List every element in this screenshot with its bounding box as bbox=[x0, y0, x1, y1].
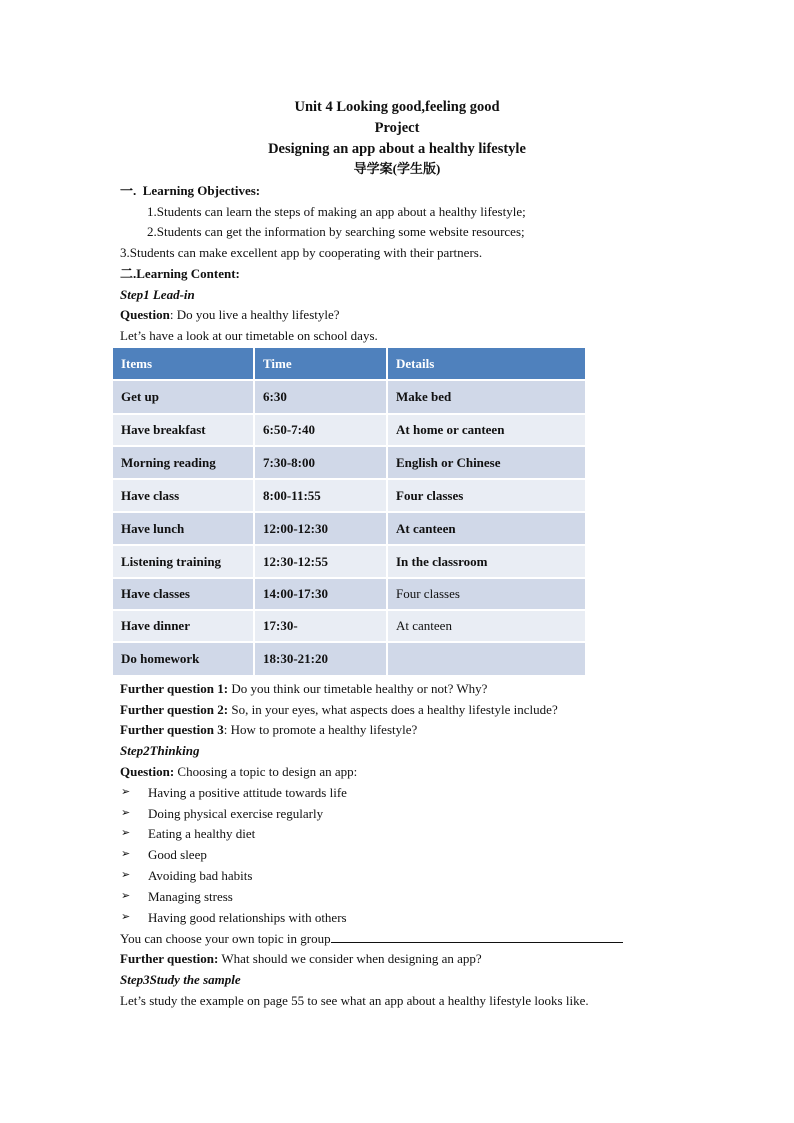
step1-title: Step1 Lead-in bbox=[120, 287, 195, 302]
arrow-bullet-icon: ➢ bbox=[121, 848, 131, 860]
objective-item: 2.Students can get the information by searching some website resources; bbox=[147, 224, 525, 239]
row-detail: Four classes bbox=[387, 578, 586, 610]
further-text: : How to promote a healthy lifestyle? bbox=[223, 722, 418, 737]
objective-item: 1.Students can learn the steps of making an app about a healthy lifestyle; bbox=[147, 204, 526, 219]
table-row bbox=[112, 414, 586, 446]
objectives-heading-num: 一. bbox=[120, 183, 137, 198]
timetable-header-items: Items bbox=[112, 347, 254, 380]
topic-item: Having good relationships with others bbox=[148, 910, 347, 925]
further-text: So, in your eyes, what aspects does a healthy lifestyle include? bbox=[228, 702, 558, 717]
row-time: 18:30-21:20 bbox=[254, 642, 387, 676]
further-label: Further question 2: bbox=[120, 702, 229, 717]
further-question-1 bbox=[120, 680, 487, 697]
table-row bbox=[112, 479, 586, 512]
topic-item: Avoiding bad habits bbox=[148, 868, 253, 883]
further-text: Do you think our timetable healthy or not? Why? bbox=[228, 681, 488, 696]
topic-item: Eating a healthy diet bbox=[148, 826, 256, 841]
row-item: Listening training bbox=[112, 545, 254, 578]
objectives-heading bbox=[120, 182, 260, 199]
row-item: Have breakfast bbox=[112, 414, 254, 446]
own-topic-line bbox=[120, 929, 623, 947]
row-time: 8:00-11:55 bbox=[254, 479, 387, 512]
topic-item: Doing physical exercise regularly bbox=[148, 806, 324, 821]
app-title: Designing an app about a healthy lifestyle bbox=[268, 141, 526, 157]
unit-title: Unit 4 Looking good,feeling good bbox=[294, 99, 500, 115]
objectives-heading-text: Learning Objectives: bbox=[142, 183, 261, 198]
row-detail: Four classes bbox=[387, 479, 586, 512]
arrow-bullet-icon: ➢ bbox=[121, 911, 131, 923]
table-row bbox=[112, 545, 586, 578]
table-row bbox=[112, 446, 586, 479]
timetable-header-details: Details bbox=[387, 347, 586, 380]
project-title: Project bbox=[374, 120, 420, 136]
row-detail: At canteen bbox=[387, 610, 586, 642]
row-time: 14:00-17:30 bbox=[254, 578, 387, 610]
table-row bbox=[112, 578, 586, 610]
arrow-bullet-icon: ➢ bbox=[121, 890, 131, 902]
arrow-bullet-icon: ➢ bbox=[121, 827, 131, 839]
timetable bbox=[111, 346, 587, 677]
row-item: Have classes bbox=[112, 578, 254, 610]
row-detail: In the classroom bbox=[387, 545, 586, 578]
step1-question bbox=[120, 306, 340, 323]
topic-item: Good sleep bbox=[148, 847, 207, 862]
content-heading: 二.Learning Content: bbox=[120, 266, 240, 281]
row-time: 12:00-12:30 bbox=[254, 512, 387, 545]
row-item: Have class bbox=[112, 479, 254, 512]
topic-item: Having a positive attitude towards life bbox=[148, 785, 347, 800]
row-detail: At canteen bbox=[387, 512, 586, 545]
further-question-3 bbox=[120, 721, 417, 738]
timetable-header-row bbox=[112, 347, 586, 380]
arrow-bullet-icon: ➢ bbox=[121, 807, 131, 819]
question-text: : Do you live a healthy lifestyle? bbox=[169, 307, 340, 322]
further-label: Further question 1: bbox=[120, 681, 229, 696]
timetable-header-time: Time bbox=[254, 347, 387, 380]
row-item: Morning reading bbox=[112, 446, 254, 479]
row-item: Have dinner bbox=[112, 610, 254, 642]
row-time: 12:30-12:55 bbox=[254, 545, 387, 578]
further-question-2 bbox=[120, 701, 558, 718]
row-detail: Make bed bbox=[387, 380, 586, 414]
table-row bbox=[112, 380, 586, 414]
step2-question bbox=[120, 763, 357, 780]
own-topic-text: You can choose your own topic in group bbox=[120, 931, 331, 946]
row-item: Do homework bbox=[112, 642, 254, 676]
row-time: 6:50-7:40 bbox=[254, 414, 387, 446]
row-detail: At home or canteen bbox=[387, 414, 586, 446]
version-label: 导学案(学生版) bbox=[353, 161, 441, 176]
row-time: 7:30-8:00 bbox=[254, 446, 387, 479]
step2-further-question bbox=[120, 950, 482, 967]
further-label: Further question: bbox=[120, 951, 219, 966]
further-text: What should we consider when designing an app? bbox=[218, 951, 482, 966]
table-row bbox=[112, 512, 586, 545]
row-time: 17:30- bbox=[254, 610, 387, 642]
further-label: Further question 3 bbox=[120, 722, 224, 737]
question-label: Question bbox=[120, 307, 170, 322]
topic-item: Managing stress bbox=[148, 889, 233, 904]
row-item: Have lunch bbox=[112, 512, 254, 545]
table-row bbox=[112, 610, 586, 642]
row-time: 6:30 bbox=[254, 380, 387, 414]
step3-title: Step3Study the sample bbox=[120, 972, 241, 987]
arrow-bullet-icon: ➢ bbox=[121, 786, 131, 798]
own-topic-blank[interactable] bbox=[331, 929, 623, 943]
step1-intro: Let’s have a look at our timetable on school days. bbox=[120, 328, 378, 343]
step2-title: Step2Thinking bbox=[120, 743, 200, 758]
row-item: Get up bbox=[112, 380, 254, 414]
arrow-bullet-icon: ➢ bbox=[121, 869, 131, 881]
step3-text: Let’s study the example on page 55 to see what an app about a healthy lifestyle looks like. bbox=[120, 993, 589, 1008]
row-detail bbox=[387, 642, 586, 676]
question-label: Question: bbox=[120, 764, 175, 779]
question-text: Choosing a topic to design an app: bbox=[174, 764, 358, 779]
objective-item: 3.Students can make excellent app by cooperating with their partners. bbox=[120, 245, 483, 260]
row-detail: English or Chinese bbox=[387, 446, 586, 479]
table-row bbox=[112, 642, 586, 676]
